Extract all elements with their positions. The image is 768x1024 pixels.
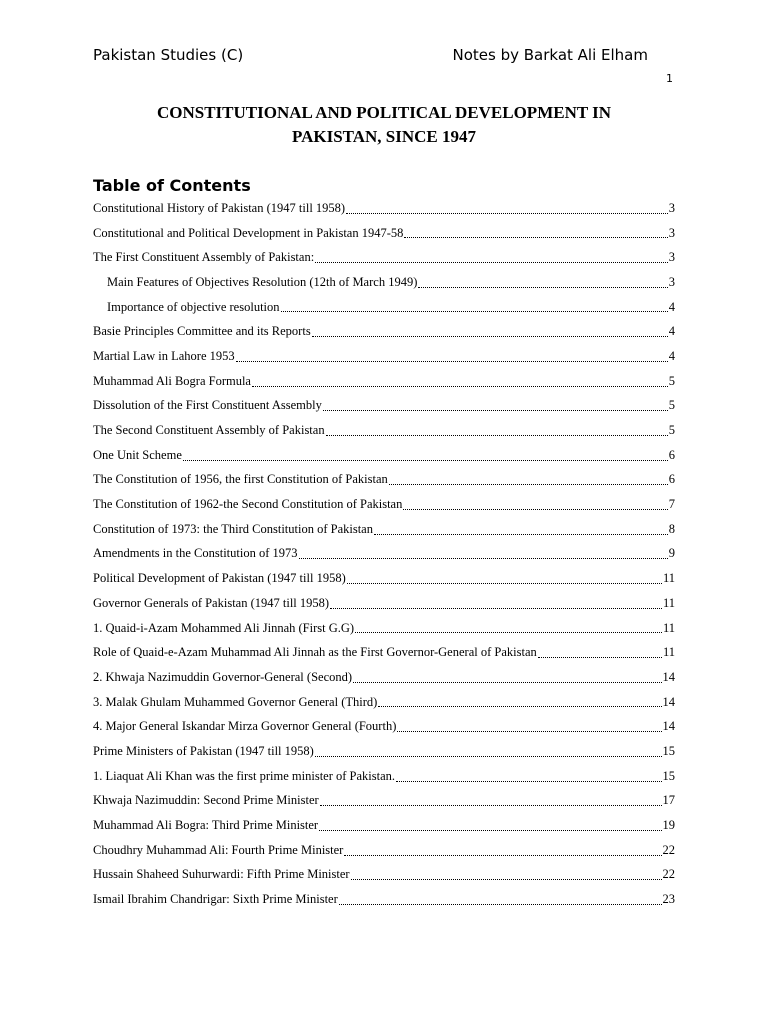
toc-entry[interactable]	[93, 270, 675, 295]
toc-entry-page: 15	[662, 768, 675, 783]
toc-entry-page: 3	[668, 200, 675, 215]
toc-entry-title: Basie Principles Committee and its Reports	[93, 324, 311, 339]
toc-entry[interactable]	[93, 789, 675, 814]
toc-entry-title: Muhammad Ali Bogra: Third Prime Minister	[93, 818, 319, 833]
header-author: Notes by Barkat Ali Elham	[452, 46, 648, 64]
toc-entry[interactable]	[93, 813, 675, 838]
toc-entry-page: 11	[662, 645, 675, 660]
toc-leader	[315, 754, 662, 757]
toc-entry-title: Constitutional and Political Development in Pakistan 1947-58	[93, 225, 404, 240]
toc-leader	[326, 433, 668, 436]
toc-entry-title: Role of Quaid-e-Azam Muhammad Ali Jinnah as the First Governor-General of Pakistan	[93, 645, 537, 660]
toc-entry-title: 1. Liaquat Ali Khan was the first prime minister of Pakistan.	[93, 768, 396, 783]
toc-entry-title: Hussain Shaheed Suhurwardi: Fifth Prime Minister	[93, 867, 350, 882]
toc-leader	[355, 630, 662, 633]
toc-leader	[397, 729, 661, 732]
toc-heading: Table of Contents	[93, 176, 251, 195]
toc-entry-title: Political Development of Pakistan (1947 till 1958)	[93, 571, 346, 586]
toc-entry[interactable]	[93, 714, 675, 739]
toc-leader	[281, 309, 668, 312]
toc-leader	[351, 877, 662, 880]
toc-leader	[404, 235, 667, 238]
toc-entry[interactable]	[93, 394, 675, 419]
toc-entry-title: Main Features of Objectives Resolution (12th of March 1949)	[107, 274, 418, 289]
toc-entry[interactable]	[93, 517, 675, 542]
toc-entry-page: 4	[668, 299, 675, 314]
toc-leader	[312, 334, 668, 337]
toc-entry-title: One Unit Scheme	[93, 447, 182, 462]
toc-entry-title: 1. Quaid-i-Azam Mohammed Ali Jinnah (First G.G)	[93, 620, 355, 635]
toc-entry-page: 17	[662, 793, 675, 808]
toc-entry[interactable]	[93, 640, 675, 665]
toc-leader	[418, 285, 667, 288]
toc-entry-title: The Second Constituent Assembly of Pakistan	[93, 423, 325, 438]
toc-entry-title: Muhammad Ali Bogra Formula	[93, 373, 251, 388]
header-course-title: Pakistan Studies (C)	[93, 46, 244, 64]
toc-entry-page: 22	[662, 842, 675, 857]
toc-entry[interactable]	[93, 739, 675, 764]
toc-entry-title: The Constitution of 1956, the first Constitution of Pakistan	[93, 472, 388, 487]
toc-entry-page: 11	[662, 571, 675, 586]
toc-entry-title: Amendments in the Constitution of 1973	[93, 546, 298, 561]
toc-entry-page: 9	[668, 546, 675, 561]
toc-leader	[538, 655, 662, 658]
toc-entry-page: 14	[662, 719, 675, 734]
toc-entry-title: Ismail Ibrahim Chandrigar: Sixth Prime Minister	[93, 892, 338, 907]
toc-leader	[320, 803, 662, 806]
document-title	[93, 101, 675, 149]
toc-entry[interactable]	[93, 591, 675, 616]
toc-entry[interactable]	[93, 863, 675, 888]
toc-entry-page: 14	[662, 694, 675, 709]
toc-entry[interactable]	[93, 492, 675, 517]
toc-entry-title: Choudhry Muhammad Ali: Fourth Prime Minister	[93, 842, 344, 857]
toc-entry-page: 6	[668, 472, 675, 487]
toc-entry[interactable]	[93, 319, 675, 344]
toc-entry-title: Dissolution of the First Constituent Assembly	[93, 398, 322, 413]
toc-entry-title: Prime Ministers of Pakistan (1947 till 1958)	[93, 743, 314, 758]
toc-leader	[315, 260, 668, 263]
toc-entry-page: 8	[668, 521, 675, 536]
toc-entry-page: 5	[668, 398, 675, 413]
toc-leader	[374, 532, 668, 535]
page-number: 1	[666, 72, 673, 85]
toc-entry-title: 4. Major General Iskandar Mirza Governor General (Fourth)	[93, 719, 397, 734]
toc-entry-page: 4	[668, 348, 675, 363]
toc-entry-page: 15	[662, 743, 675, 758]
toc-leader	[339, 902, 662, 905]
toc-entry[interactable]	[93, 196, 675, 221]
toc-entry[interactable]	[93, 542, 675, 567]
toc-leader	[299, 556, 668, 559]
toc-entry[interactable]	[93, 616, 675, 641]
toc-entry-page: 6	[668, 447, 675, 462]
toc-leader	[378, 704, 661, 707]
toc-entry-title: Importance of objective resolution	[107, 299, 280, 314]
toc-entry-page: 23	[662, 892, 675, 907]
toc-entry-title: Constitutional History of Pakistan (1947 till 1958)	[93, 200, 346, 215]
toc-leader	[353, 680, 661, 683]
toc-entry[interactable]	[93, 418, 675, 443]
toc-leader	[396, 779, 661, 782]
toc-entry-title: Governor Generals of Pakistan (1947 till 1958)	[93, 595, 330, 610]
toc-entry-title: Constitution of 1973: the Third Constitution of Pakistan	[93, 521, 373, 536]
table-of-contents	[93, 196, 675, 912]
toc-entry-page: 7	[668, 497, 675, 512]
toc-entry[interactable]	[93, 344, 675, 369]
toc-leader	[389, 482, 668, 485]
toc-entry[interactable]	[93, 443, 675, 468]
toc-entry[interactable]	[93, 369, 675, 394]
toc-leader	[346, 211, 668, 214]
toc-leader	[319, 828, 661, 831]
toc-leader	[323, 408, 668, 411]
toc-leader	[330, 606, 662, 609]
toc-entry-title: The Constitution of 1962-the Second Constitution of Pakistan	[93, 497, 403, 512]
toc-entry-title: The First Constituent Assembly of Pakistan:	[93, 250, 315, 265]
toc-entry-title: 2. Khwaja Nazimuddin Governor-General (Second)	[93, 669, 353, 684]
toc-entry-title: Khwaja Nazimuddin: Second Prime Minister	[93, 793, 319, 808]
toc-entry-page: 3	[668, 250, 675, 265]
toc-entry-page: 5	[668, 423, 675, 438]
toc-entry-page: 4	[668, 324, 675, 339]
toc-entry[interactable]	[93, 838, 675, 863]
toc-entry-title: Martial Law in Lahore 1953	[93, 348, 235, 363]
toc-entry-page: 19	[662, 818, 675, 833]
toc-leader	[252, 384, 668, 387]
toc-entry-page: 22	[662, 867, 675, 882]
toc-leader	[344, 853, 661, 856]
toc-entry[interactable]	[93, 221, 675, 246]
toc-entry[interactable]	[93, 245, 675, 270]
toc-entry[interactable]	[93, 690, 675, 715]
title-line-1: CONSTITUTIONAL AND POLITICAL DEVELOPMENT IN	[156, 103, 612, 122]
toc-leader	[183, 458, 668, 461]
toc-entry-page: 11	[662, 620, 675, 635]
toc-entry-page: 5	[668, 373, 675, 388]
toc-entry[interactable]	[93, 887, 675, 912]
toc-entry-title: 3. Malak Ghulam Muhammed Governor General (Third)	[93, 694, 378, 709]
toc-leader	[236, 359, 668, 362]
toc-leader	[403, 507, 667, 510]
toc-entry[interactable]	[93, 468, 675, 493]
page-header	[93, 46, 648, 64]
toc-entry[interactable]	[93, 665, 675, 690]
toc-entry[interactable]	[93, 764, 675, 789]
toc-entry-page: 14	[662, 669, 675, 684]
toc-entry-page: 11	[662, 595, 675, 610]
toc-entry[interactable]	[93, 295, 675, 320]
toc-entry[interactable]	[93, 566, 675, 591]
toc-entry-page: 3	[668, 274, 675, 289]
toc-leader	[347, 581, 662, 584]
toc-entry-page: 3	[668, 225, 675, 240]
title-line-2: PAKISTAN, SINCE 1947	[291, 127, 477, 146]
